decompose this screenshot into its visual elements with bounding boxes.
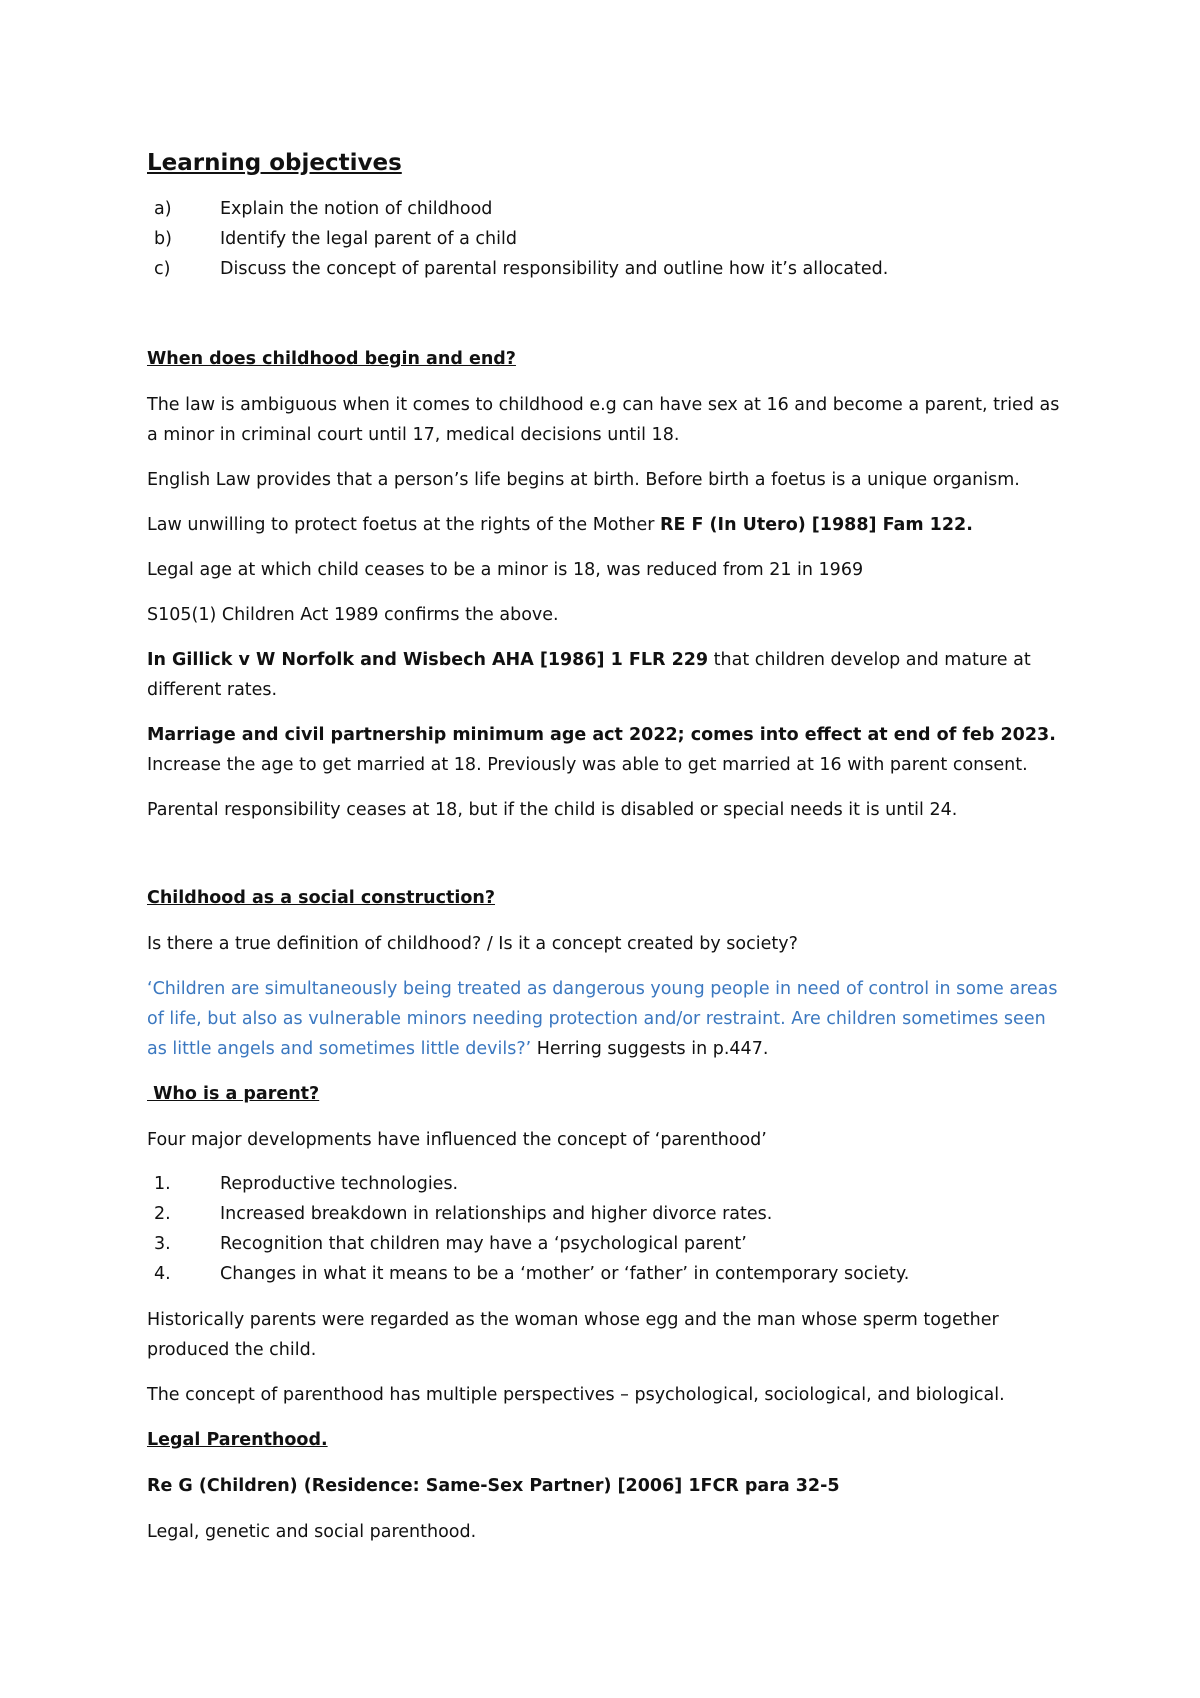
case-citation: In Gillick v W Norfolk and Wisbech AHA [1986] 1 FLR 229 <box>147 650 709 670</box>
list-item-text: Discuss the concept of parental responsibility and outline how it’s allocated. <box>220 259 889 279</box>
list-marker: 1. <box>154 1174 171 1194</box>
page-title: Learning objectives <box>147 150 402 176</box>
case-citation: Re G (Children) (Residence: Same-Sex Partner) [2006] 1FCR para 32-5 <box>147 1476 840 1496</box>
paragraph-text: Increase the age to get married at 18. Previously was able to get married at 16 with parent consent. <box>147 755 1028 775</box>
paragraph: Legal, genetic and social parenthood. <box>147 1522 477 1542</box>
list-item <box>147 254 1060 284</box>
paragraph: Historically parents were regarded as the woman whose egg and the man whose sperm together produced the child. <box>147 1310 999 1360</box>
objectives-list <box>147 194 1060 284</box>
paragraph-text: Law unwilling to protect foetus at the rights of the Mother <box>147 515 660 535</box>
case-citation: RE F (In Utero) [1988] Fam 122. <box>659 515 973 535</box>
list-item-text: Identify the legal parent of a child <box>220 229 517 249</box>
list-item <box>147 1229 1060 1259</box>
paragraph <box>147 720 1060 780</box>
list-item-text: Explain the notion of childhood <box>220 199 493 219</box>
list-item <box>147 194 1060 224</box>
list-item <box>147 1259 1060 1289</box>
section-heading-social-construction: Childhood as a social construction? <box>147 888 495 908</box>
list-marker: 2. <box>154 1204 171 1224</box>
quote-text: ‘Children are simultaneously being treated as dangerous young people in need of control in some areas of life, but also as vulnerable minors needing protection and/or restraint. Are children sometimes seen as little angels and sometimes little devils?’ <box>147 979 1058 1059</box>
list-item <box>147 224 1060 254</box>
list-marker: 4. <box>154 1264 171 1284</box>
list-marker: c) <box>154 259 171 279</box>
section-heading-childhood-begin-end: When does childhood begin and end? <box>147 349 516 369</box>
list-item-text: Recognition that children may have a ‘psychological parent’ <box>220 1234 747 1254</box>
paragraph: The concept of parenthood has multiple perspectives – psychological, sociological, and biological. <box>147 1385 1005 1405</box>
paragraph-text: that children develop and mature at different rates. <box>147 650 1031 700</box>
list-item <box>147 1169 1060 1199</box>
developments-list <box>147 1169 1060 1289</box>
paragraph <box>147 645 1060 705</box>
paragraph: Is there a true definition of childhood? / Is it a concept created by society? <box>147 934 798 954</box>
list-item-text: Reproductive technologies. <box>220 1174 459 1194</box>
paragraph: The law is ambiguous when it comes to childhood e.g can have sex at 16 and become a parent, tried as a minor in criminal court until 17, medical decisions until 18. <box>147 395 1060 445</box>
paragraph: Parental responsibility ceases at 18, but if the child is disabled or special needs it is until 24. <box>147 800 958 820</box>
list-item-text: Increased breakdown in relationships and higher divorce rates. <box>220 1204 773 1224</box>
paragraph: S105(1) Children Act 1989 confirms the above. <box>147 605 559 625</box>
section-heading-legal-parenthood: Legal Parenthood. <box>147 1430 328 1450</box>
list-marker: 3. <box>154 1234 171 1254</box>
paragraph: Legal age at which child ceases to be a minor is 18, was reduced from 21 in 1969 <box>147 560 864 580</box>
list-marker: a) <box>154 199 172 219</box>
paragraph-text: Herring suggests in p.447. <box>531 1039 769 1059</box>
list-item-text: Changes in what it means to be a ‘mother’ or ‘father’ in contemporary society. <box>220 1264 910 1284</box>
list-item <box>147 1199 1060 1229</box>
paragraph: Four major developments have influenced the concept of ‘parenthood’ <box>147 1130 767 1150</box>
quote-paragraph <box>147 974 1060 1064</box>
section-heading-who-is-parent: Who is a parent? <box>147 1084 320 1104</box>
paragraph <box>147 510 1060 540</box>
paragraph: English Law provides that a person’s life begins at birth. Before birth a foetus is a unique organism. <box>147 470 1020 490</box>
list-marker: b) <box>154 229 172 249</box>
statute-citation: Marriage and civil partnership minimum age act 2022; comes into effect at end of feb 2023. <box>147 725 1056 745</box>
